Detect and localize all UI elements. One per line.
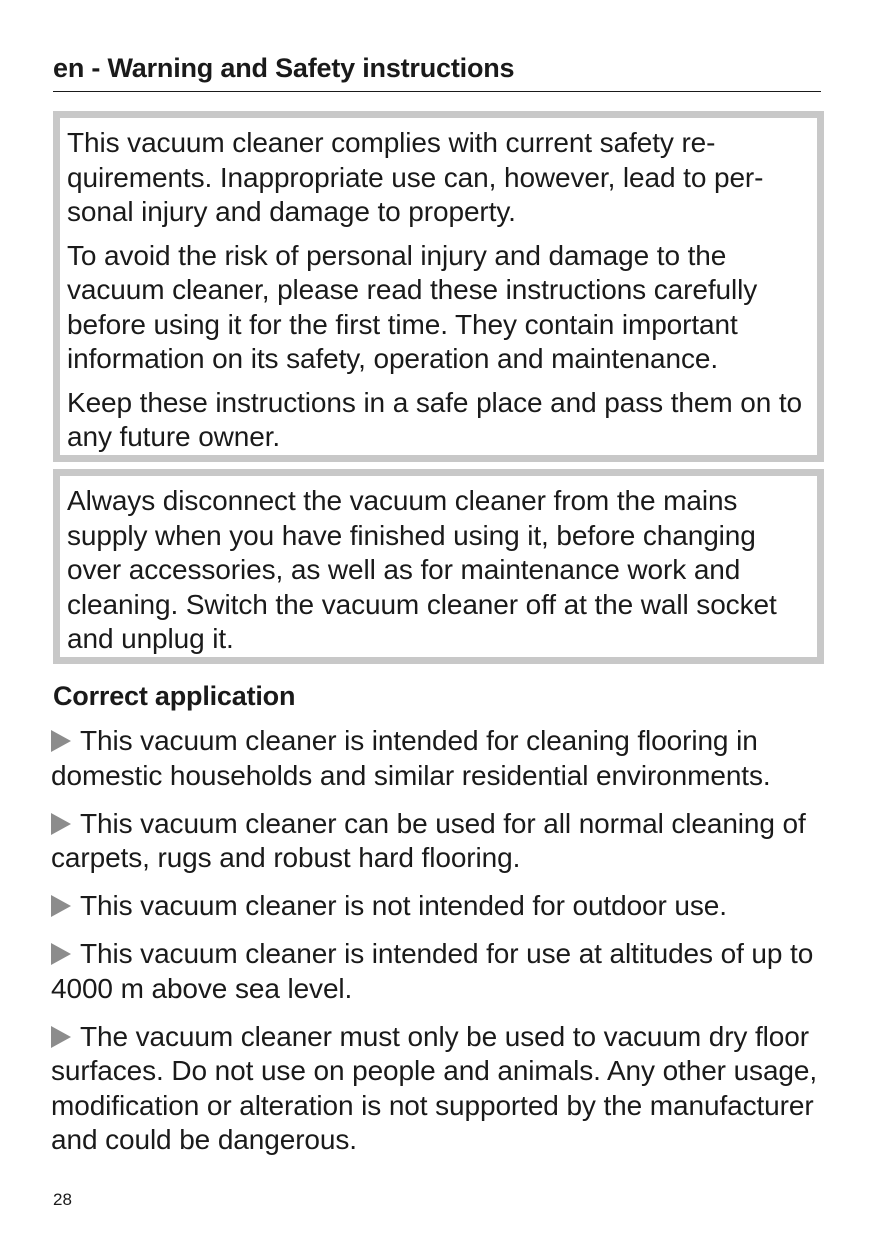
notice-paragraph: Always disconnect the vacuum cleaner from the mains supply when you have finished using it, before changing over accessories, as well as for maintenance work and cleaning. Switch the vacuum cleaner off at the wall socket and unplug it. <box>67 485 777 654</box>
triangle-right-icon <box>51 813 71 835</box>
list-item <box>51 937 821 1006</box>
triangle-right-icon <box>51 730 71 752</box>
list-item <box>51 889 821 924</box>
list-item <box>51 1020 821 1158</box>
notice-paragraph: This vacuum cleaner complies with current safety re-quirements. Inappropriate use can, however, lead to per-sonal injury and damage to property. <box>67 127 764 227</box>
list-item-text: The vacuum cleaner must only be used to vacuum dry floor surfaces. Do not use on people and animals. Any other usage, modification or alteration is not supported by the manufacturer and could be dangerous. <box>51 1020 818 1155</box>
page-header <box>53 52 821 92</box>
triangle-right-icon <box>51 1026 71 1048</box>
list-item-text: This vacuum cleaner can be used for all normal cleaning of carpets, rugs and robust hard flooring. <box>51 807 806 873</box>
notice-paragraph: Keep these instructions in a safe place and pass them on to any future owner. <box>67 386 803 452</box>
list-item <box>51 724 821 793</box>
safety-notice-box <box>53 111 824 462</box>
disconnect-notice-box <box>53 469 824 664</box>
list-item-text: This vacuum cleaner is intended for cleaning flooring in domestic households and similar residential environments. <box>51 725 771 791</box>
list-item-text: This vacuum cleaner is intended for use at altitudes of up to 4000 m above sea level. <box>51 938 814 1004</box>
section-heading: Correct application <box>53 681 296 711</box>
page-title: en - Warning and Safety instructions <box>53 53 515 83</box>
bullet-list <box>51 724 821 1171</box>
triangle-right-icon <box>51 895 71 917</box>
triangle-right-icon <box>51 943 71 965</box>
page-number: 28 <box>53 1190 72 1209</box>
notice-paragraph: To avoid the risk of personal injury and damage to the vacuum cleaner, please read these instructions carefully before using it for the first time. They contain important information on its safety, operation and maintenance. <box>67 239 758 374</box>
list-item-text: This vacuum cleaner is not intended for outdoor use. <box>80 890 727 921</box>
list-item <box>51 807 821 876</box>
